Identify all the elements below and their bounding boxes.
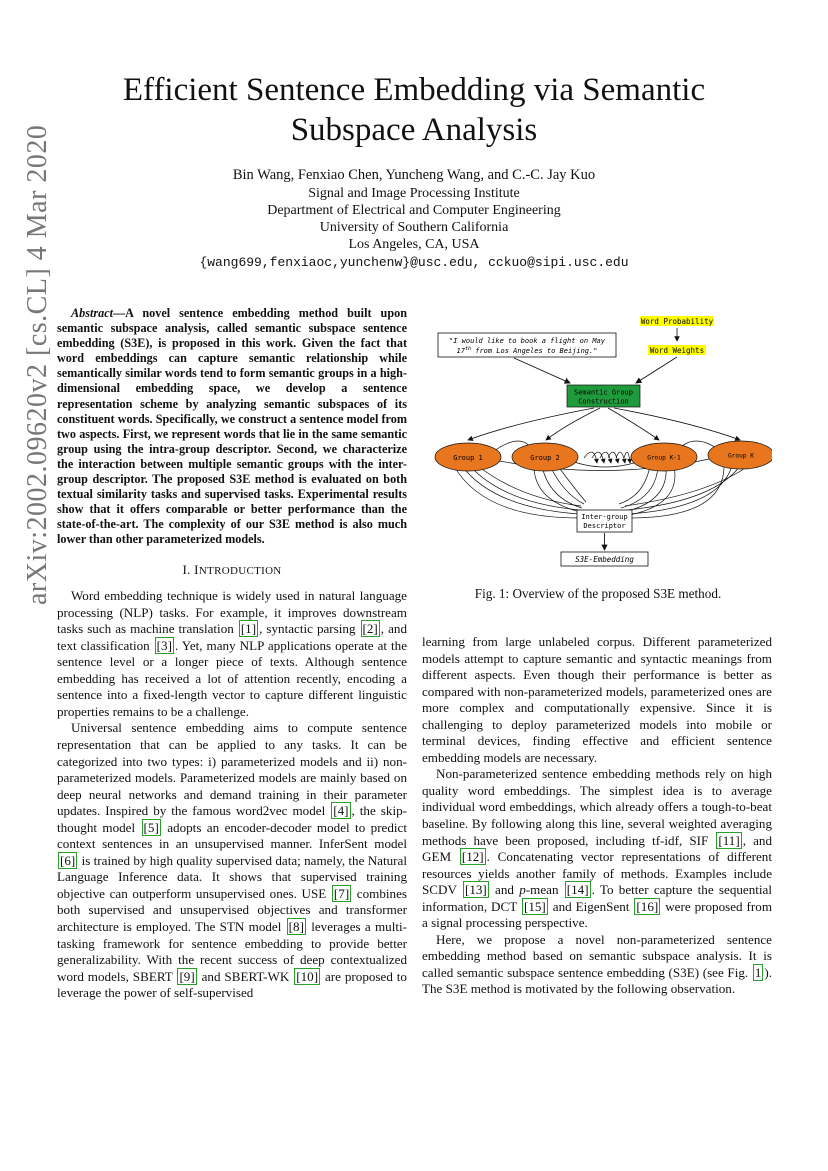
- s3e-overview-diagram: [424, 308, 772, 578]
- section-title-rest: NTRODUCTION: [198, 564, 282, 577]
- section-title-initial: I: [194, 561, 199, 577]
- citation-link[interactable]: [14]: [566, 882, 589, 898]
- abstract-label: Abstract: [71, 306, 113, 320]
- inter-group-descriptor-line-2: Descriptor: [583, 522, 626, 530]
- intro-paragraph-4: Non-parameterized sentence embedding methods rely on high quality word embeddings. The simplest idea is to average individual word embeddings, which already offers a tough-to-beat baseline. By following along this line, several weighted averaging methods have been proposed, including tf-idf, SIF [11] , and GEM [12] . Concatenating vector representations of different resources yields another family of methods. Examples include SCDV [13] and p-mean [14] . To better capture the sequential information, DCT [15] and EigenSent [16] were proposed from a signal processing perspective.: [422, 766, 773, 931]
- paper-title-line-1: Efficient Sentence Embedding via Semantic: [122, 72, 706, 108]
- paper-title: [60, 70, 768, 150]
- citation-link[interactable]: [9]: [179, 968, 195, 984]
- right-column: [422, 634, 772, 998]
- word-probability-label: Word Probability: [640, 317, 714, 326]
- input-sentence-line-2: 17th from Los Angeles to Beijing.": [456, 346, 598, 355]
- citation-link[interactable]: [7]: [333, 885, 350, 901]
- figure-1-diagram: [424, 308, 772, 578]
- intro-paragraph-2: Universal sentence embedding aims to compute sentence representation that can be applied to any tasks. It can be categorized into two types: i) parameterized models and ii) non-parameterized models. Parameterized models are mainly based on deep neural networks and demand training in their parameter updates. Inspired by the famous word2vec model [4] , the skip-thought model [5] adopts an encoder-decoder model to predict context sentences in an unsupervised manner. InferSent model [6] is trained by high quality supervised data; namely, the Natural Language Inference data. It shows that supervised training objective can outperform unsupervised ones. USE [7] combines both supervised and unsupervised objectives and transformer architecture is employed. The STN model [8] leverages a multi-tasking framework for sentence embedding to provide better generalizability. With the recent success of deep contextualized word models, SBERT [9] and SBERT-WK [10] are proposed to leverage the power of self-supervised: [57, 720, 408, 1001]
- intro-paragraph-5: Here, we propose a novel non-parameterized sentence embedding method based on semantic subspace analysis. It is called semantic subspace sentence embedding (S3E) (see Fig. 1 ). The S3E method is motivated by the following observation.: [422, 931, 772, 997]
- citation-link[interactable]: [11]: [718, 832, 740, 848]
- semantic-group-construction-line-1: Semantic Group: [573, 388, 634, 397]
- input-sentence-line-1: "I would like to book a flight on May: [449, 337, 605, 345]
- authors: Bin Wang, Fenxiao Chen, Yuncheng Wang, and C.-C. Jay Kuo: [232, 167, 596, 183]
- citation-link[interactable]: [13]: [464, 882, 487, 898]
- group-2-label: Group 2: [530, 454, 560, 462]
- citation-link[interactable]: [15]: [523, 898, 546, 914]
- citation-link[interactable]: [3]: [156, 637, 172, 653]
- figure-1-caption: Fig. 1: Overview of the proposed S3E method.: [474, 586, 722, 601]
- abstract: [57, 306, 407, 548]
- semantic-group-construction-line-2: Construction: [578, 397, 629, 406]
- word-weights-label: Word Weights: [649, 346, 705, 355]
- email-addresses: {wang699,fenxiaoc,yunchenw}@usc.edu, cckuo@sipi.usc.edu: [199, 255, 629, 270]
- inter-group-descriptor-line-1: Inter-group: [581, 513, 628, 521]
- group-k-label: Group K: [727, 452, 755, 460]
- figure-reference-link[interactable]: 1: [754, 964, 762, 980]
- citation-link[interactable]: [12]: [461, 849, 484, 865]
- citation-link[interactable]: [1]: [240, 621, 257, 637]
- abstract-text: —A novel sentence embedding method built upon semantic subspace analysis, called semantic subspace sentence embedding (S3E), is proposed in this work. Given the fact that word embeddings can capture semantic relationship while semantically similar words tend to form semantic groups in a high-dimensional embedding space, we develop a sentence representation scheme by analyzing semantic subspaces of its constituent words. Specifically, we construct a sentence model from two aspects. First, we represent words that lie in the same semantic group using the intra-group descriptor. Second, we characterize the interaction between multiple semantic groups with the inter-group descriptor. The proposed S3E method is evaluated on both textual similarity tasks and supervised tasks. Experimental results show that it offers comparable or better performance than the state-of-the-art. The complexity of our S3E method is also much lower than other parameterized models.: [57, 306, 407, 547]
- author-block: [60, 167, 768, 271]
- section-heading-introduction: [57, 562, 407, 580]
- affiliation-line: University of Southern California: [319, 220, 509, 235]
- citation-link[interactable]: [2]: [362, 621, 378, 637]
- citation-link[interactable]: [5]: [143, 819, 159, 835]
- citation-link[interactable]: [10]: [296, 968, 319, 984]
- citation-link[interactable]: [4]: [333, 803, 349, 819]
- intro-paragraph-3: learning from large unlabeled corpus. Different parameterized models attempt to capture semantic and syntactic meanings from different aspects. Even though their performance is better as compared with non-parameterized models, parameterized ones are more complex and computationally expensive. Since it is challenging to deploy parameterized models into mobile or terminal devices, finding effective and efficient sentence embedding models are necessary.: [422, 634, 772, 765]
- affiliation-line: Department of Electrical and Computer Engineering: [267, 203, 561, 218]
- citation-link[interactable]: [16]: [636, 898, 659, 914]
- arxiv-identifier: arXiv:2002.09620v2 [cs.CL] 4 Mar 2020: [22, 124, 53, 605]
- group-k-minus-1-label: Group K-1: [647, 454, 681, 462]
- intro-paragraph-1: Word embedding technique is widely used in natural language processing (NLP) tasks. For example, it improves downstream tasks such as machine translation [1] , syntactic parsing [2] , and text classification [3] . Yet, many NLP applications operate at the sentence level or a longer piece of texts. Although sentence embedding has received a lot of attention recently, encoding a sentence into a fixed-length vector to capture different linguistic properties remains to be a challenge.: [57, 588, 408, 719]
- section-number: I.: [182, 561, 195, 577]
- left-column: [57, 306, 407, 1002]
- affiliation-line: Signal and Image Processing Institute: [308, 186, 520, 201]
- citation-link[interactable]: [6]: [60, 852, 76, 868]
- citation-link[interactable]: [8]: [288, 918, 304, 934]
- group-1-label: Group 1: [453, 454, 483, 462]
- s3e-embedding-label: S3E-Embedding: [575, 555, 634, 564]
- paper-title-line-2: Subspace Analysis: [290, 112, 538, 148]
- affiliation-line: Los Angeles, CA, USA: [348, 237, 480, 252]
